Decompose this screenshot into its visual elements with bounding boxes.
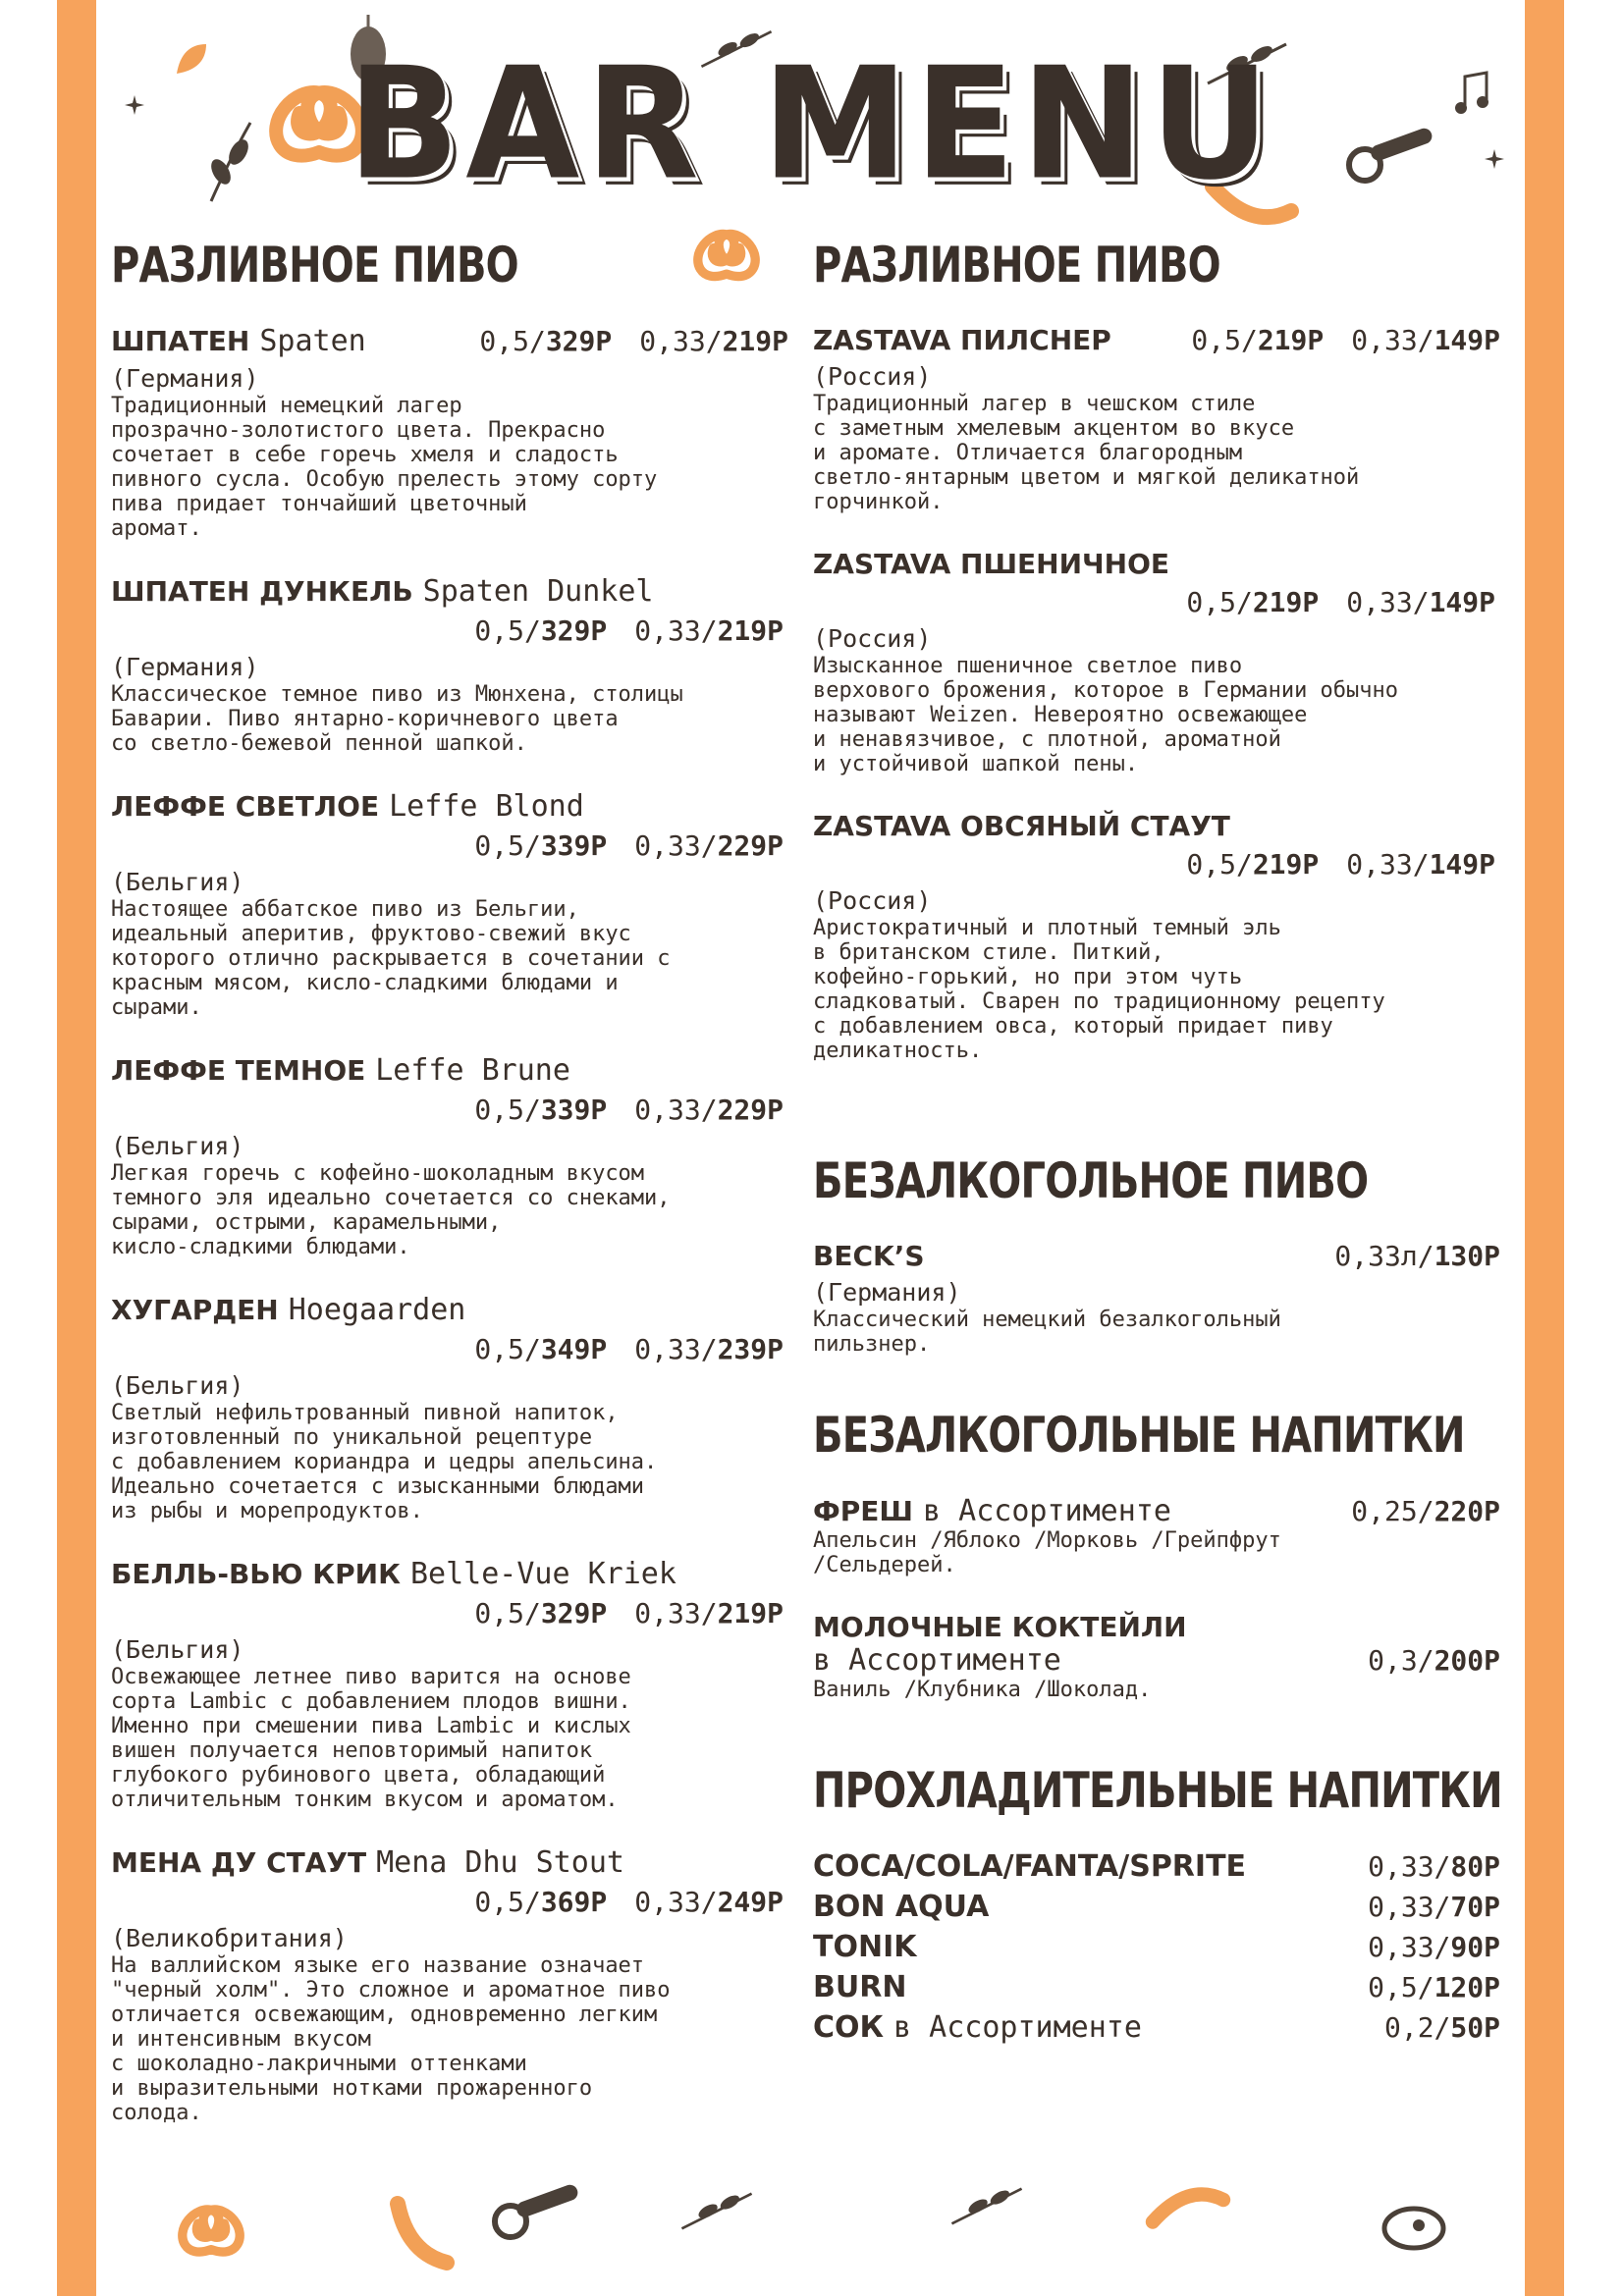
price-volume: 0,5/ (474, 1597, 541, 1629)
price-volume: 0,5/ (1186, 586, 1253, 618)
left-orange-stripe (57, 0, 96, 2296)
item-description: На валлийском языке его название означает "черный холм". Это сложное и ароматное пиво отличается освежающим, одновременно легким и интенсивным вкусом с шоколадно-лакричными оттенками и выразительными нотками прожаренного солода. (111, 1953, 671, 2125)
price-volume: 0,5/ (1368, 1971, 1434, 2003)
price-value: 219Р (1252, 848, 1320, 881)
price-value: 249Р (717, 1886, 784, 1918)
item-name-ru: ХУГАРДЕН (111, 1294, 279, 1326)
item-origin: (Россия) (813, 886, 932, 915)
left-column (111, 236, 788, 2159)
price-value: 200Р (1434, 1644, 1500, 1677)
item-name-rest: в Ассортименте (893, 2010, 1142, 2045)
item-description: Традиционный лагер в чешском стиле с заметным хмелевым акцентом во вкусе и аромате. Отличается благородным светло-янтарным цветом и мягкой деликатной горчинкой. (813, 392, 1360, 514)
price-volume: 0,33/ (1346, 586, 1430, 618)
price-volume: 0,33/ (639, 325, 723, 357)
price-volume: 0,25/ (1351, 1495, 1434, 1527)
menu-item-zastava-wheat (813, 548, 1500, 776)
item-origin: (Германия) (813, 1278, 961, 1307)
item-prices (111, 1333, 788, 1365)
price-volume: 0,33/ (634, 1597, 718, 1629)
item-description: Классическое темное пиво из Мюнхена, столицы Баварии. Пиво янтарно-коричневого цвета со светло-бежевой пенной шапкой. (111, 682, 683, 756)
item-prices (111, 829, 788, 862)
item-description: Светлый нефильтрованный пивной напиток, изготовленный по уникальной рецептуре с добавлением кориандра и цедры апельсина. Идеально сочетается с изысканными блюдами из рыбы и морепродуктов. (111, 1401, 658, 1523)
item-name-ru: ШПАТЕН (111, 325, 250, 357)
price-value: 229Р (717, 829, 784, 862)
sausage-icon (1144, 2179, 1232, 2238)
item-prices (111, 1886, 788, 1918)
menu-item-leffe-brune (111, 1053, 788, 1259)
item-origin: (Бельгия) (111, 1132, 244, 1160)
price-value: 50Р (1450, 2011, 1500, 2044)
item-prices (1368, 1891, 1500, 1923)
price-value: 219Р (1257, 324, 1325, 356)
item-name: МОЛОЧНЫЕ КОКТЕЙЛИ (813, 1611, 1187, 1643)
menu-item-hoegaarden (111, 1293, 788, 1523)
price-value: 369Р (540, 1886, 608, 1918)
price-volume: 0,33/ (1368, 1891, 1451, 1923)
soft-drinks-list (813, 1849, 1500, 2045)
item-name-en: Hoegaarden (288, 1293, 466, 1327)
price-value: 130Р (1434, 1240, 1500, 1272)
item-description: Апельсин /Яблоко /Морковь /Грейпфрут /Сельдерей. (813, 1528, 1281, 1577)
item-name-rest: в Ассортименте (923, 1494, 1171, 1528)
price-value: 220Р (1434, 1495, 1500, 1527)
price-volume: 0,5/ (474, 829, 541, 862)
item-name: TONIK (813, 1930, 917, 1964)
price-volume: 0,33/ (634, 1886, 718, 1918)
price-value: 329Р (540, 1597, 608, 1629)
item-name-ru: ЛЕФФЕ СВЕТЛОЕ (111, 790, 380, 823)
section-heading-nonalc-drinks: БЕЗАЛКОГОЛЬНЫЕ НАПИТКИ (813, 1407, 1465, 1464)
price-value: 120Р (1434, 1971, 1500, 2003)
item-name: BECK’S (813, 1240, 925, 1272)
price-value: 349Р (540, 1333, 608, 1365)
menu-item-zastava-pilsner (813, 324, 1500, 514)
item-origin: (Германия) (111, 653, 259, 681)
item-prices (1334, 1240, 1500, 1272)
item-name-ru: ZASTAVA ОВСЯНЫЙ СТАУТ (813, 810, 1230, 842)
price-volume: 0,5/ (1186, 848, 1253, 881)
pretzel-icon (172, 2194, 250, 2263)
price-volume: 0,33/ (634, 829, 718, 862)
item-prices (111, 1094, 788, 1126)
soft-drink-row (813, 1890, 1500, 1924)
sausage-icon (388, 2194, 457, 2272)
price-volume: 0,33/ (1368, 1931, 1451, 1963)
price-value: 329Р (545, 325, 613, 357)
leaf-icon (947, 2184, 1026, 2228)
menu-item-leffe-blond (111, 789, 788, 1020)
item-name-ru: БЕЛЛЬ-ВЬЮ КРИК (111, 1558, 401, 1590)
price-value: 219Р (717, 614, 784, 647)
item-name: ФРЕШ (813, 1495, 914, 1527)
item-origin: (Бельгия) (111, 868, 244, 896)
price-volume: 0,33/ (634, 1094, 718, 1126)
item-prices (1191, 324, 1500, 356)
item-name: BON AQUA (813, 1890, 990, 1924)
item-prices (479, 325, 788, 357)
price-volume: 0,2/ (1383, 2011, 1451, 2044)
price-value: 329Р (540, 614, 608, 647)
item-prices (111, 1597, 788, 1629)
price-volume: 0,3/ (1368, 1644, 1434, 1677)
item-name: BURN (813, 1970, 907, 2004)
menu-item-spaten-dunkel (111, 574, 788, 756)
item-prices (1368, 1644, 1500, 1677)
item-origin: (Бельгия) (111, 1635, 244, 1664)
item-origin: (Великобритания) (111, 1924, 348, 1952)
price-volume: 0,5/ (479, 325, 546, 357)
item-description: Классический немецкий безалкогольный пильзнер. (813, 1308, 1281, 1357)
price-volume: 0,5/ (474, 614, 541, 647)
item-description: Традиционный немецкий лагер прозрачно-золотистого цвета. Прекрасно сочетает в себе горечь хмеля и сладость пивного сусла. Особую прелесть этому сорту пива придает тончайший цветочный аромат. (111, 394, 658, 541)
price-volume: 0,5/ (1191, 324, 1258, 356)
item-name-ru: ZASTAVA ПШЕНИЧНОЕ (813, 548, 1170, 580)
section-heading-nonalc-beer: БЕЗАЛКОГОЛЬНОЕ ПИВО (813, 1152, 1369, 1209)
item-name-ru: ЛЕФФЕ ТЕМНОЕ (111, 1054, 366, 1087)
leaf-icon (677, 2189, 756, 2233)
price-value: 239Р (717, 1333, 784, 1365)
section-heading-soft-drinks: ПРОХЛАДИТЕЛЬНЫЕ НАПИТКИ (813, 1762, 1502, 1819)
item-prices (1368, 1850, 1500, 1883)
soft-drink-row (813, 1930, 1500, 1964)
item-prices (1351, 1495, 1500, 1527)
item-name-en: Spaten Dunkel (422, 574, 654, 609)
item-description: Аристократичный и плотный темный эль в британском стиле. Питкий, кофейно-горький, но при этом чуть сладковатый. Сварен по традиционному рецепту с добавлением овса, который придает пиву деликатность. (813, 916, 1385, 1063)
price-value: 90Р (1450, 1931, 1500, 1963)
price-value: 339Р (540, 1094, 608, 1126)
bottle-opener-icon (486, 2174, 584, 2243)
price-volume: 0,5/ (474, 1094, 541, 1126)
soft-drink-row (813, 1849, 1500, 1884)
price-value: 219Р (717, 1597, 784, 1629)
price-volume: 0,33/ (634, 1333, 718, 1365)
item-prices (111, 614, 788, 647)
price-value: 219Р (1252, 586, 1320, 618)
price-volume: 0,5/ (474, 1886, 541, 1918)
item-name-en: Leffe Brune (375, 1053, 570, 1088)
menu-item-zastava-oat-stout (813, 810, 1500, 1063)
right-orange-stripe (1525, 0, 1564, 2296)
item-description: Легкая горечь с кофейно-шоколадным вкусом темного эля идеально сочетается со снеками, сырами, острыми, карамельными, кисло-сладкими блюдами. (111, 1161, 671, 1259)
item-name-ru: ШПАТЕН ДУНКЕЛЬ (111, 575, 413, 608)
price-volume: 0,33/ (1346, 848, 1430, 881)
price-volume: 0,33/ (634, 614, 718, 647)
price-value: 149Р (1429, 586, 1495, 618)
price-value: 229Р (717, 1094, 784, 1126)
item-name-en: Mena Dhu Stout (376, 1845, 624, 1880)
menu-item-becks (813, 1240, 1500, 1357)
item-name-ru: ZASTAVA ПИЛСНЕР (813, 324, 1111, 356)
item-name-en: Spaten (259, 324, 366, 358)
price-value: 339Р (540, 829, 608, 862)
price-value: 149Р (1434, 324, 1500, 356)
item-prices (1368, 1971, 1500, 2003)
soft-drink-row (813, 1970, 1500, 2004)
menu-item-fresh (813, 1494, 1500, 1577)
section-heading-draft-beer: РАЗЛИВНОЕ ПИВО (813, 237, 1220, 294)
item-prices (813, 848, 1500, 881)
menu-title: BAR MENU (347, 34, 1276, 215)
item-origin: (Россия) (813, 624, 932, 653)
price-volume: 0,33л/ (1334, 1240, 1434, 1272)
menu-item-mena-dhu-stout (111, 1845, 788, 2125)
price-value: 80Р (1450, 1850, 1500, 1883)
steak-icon (1380, 2204, 1448, 2253)
right-column (813, 236, 1500, 2051)
item-prices (1368, 1931, 1500, 1963)
item-name-en: Leffe Blond (389, 789, 584, 824)
item-description: Ваниль /Клубника /Шоколад. (813, 1678, 1152, 1702)
item-name-ru: МЕНА ДУ СТАУТ (111, 1846, 367, 1879)
item-name-rest: в Ассортименте (813, 1643, 1061, 1678)
item-description: Освежающее летнее пиво варится на основе сорта Lambic с добавлением плодов вишни. Именно при смешении пива Lambic и кислых вишен получается неповторимый напиток глубокого рубинового цвета, обладающий отличительным тонким вкусом и ароматом. (111, 1665, 631, 1812)
price-value: 149Р (1429, 848, 1495, 881)
menu-item-belle-vue-kriek (111, 1557, 788, 1812)
item-name-en: Belle-Vue Kriek (409, 1557, 676, 1591)
price-volume: 0,33/ (1368, 1850, 1451, 1883)
price-value: 70Р (1450, 1891, 1500, 1923)
item-prices (1384, 2011, 1500, 2044)
menu-item-spaten (111, 324, 788, 541)
item-origin: (Бельгия) (111, 1371, 244, 1400)
soft-drink-row (813, 2010, 1500, 2045)
price-value: 219Р (722, 325, 788, 357)
item-description: Настоящее аббатское пиво из Бельгии, идеальный аперитив, фруктово-свежий вкус которого отлично раскрывается в сочетании с красным мясом, кисло-сладкими блюдами и сырами. (111, 897, 671, 1020)
item-origin: (Германия) (111, 364, 259, 393)
section-heading-draft-beer: РАЗЛИВНОЕ ПИВО (111, 237, 518, 294)
price-volume: 0,5/ (474, 1333, 541, 1365)
item-origin: (Россия) (813, 362, 932, 391)
item-prices (813, 586, 1500, 618)
item-description: Изысканное пшеничное светлое пиво верхового брожения, которое в Германии обычно называют Weizen. Невероятно освежающее и ненавязчивое, с плотной, ароматной и устойчивой шапкой пены. (813, 654, 1399, 776)
item-name: СОК (813, 2010, 885, 2045)
menu-item-milkshakes (813, 1611, 1500, 1702)
item-name: COCA/COLA/FANTA/SPRITE (813, 1849, 1247, 1884)
price-volume: 0,33/ (1351, 324, 1434, 356)
